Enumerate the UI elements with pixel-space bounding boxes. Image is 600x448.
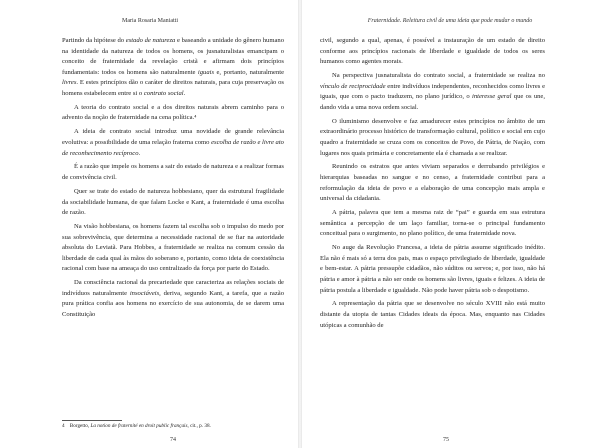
right-body-text [320, 36, 545, 335]
paragraph [62, 127, 284, 159]
italic-phrase: insociáveis [129, 289, 160, 297]
text-run: . E estes princípios dão o caráter de direitos naturais, para cuja preservação os homens estabelecem entre si o [62, 79, 284, 97]
text-run: entre indivíduos independentes, reconhecidos como livres e iguais, que com o pacto traduzem, no plano jurídico, o [320, 82, 546, 101]
italic-phrase: escolha de razão e livre ato de reconhecimento recíproco [62, 138, 284, 157]
footnote-rule [62, 420, 122, 421]
text-run: Na perspectiva jusnaturalista do contrato social, a fraternidade se realiza no [332, 72, 545, 80]
paragraph [62, 222, 284, 275]
footnote [62, 423, 284, 430]
italic-phrase: estado de natureza [125, 37, 176, 44]
footnote-title: La notion de fraternité en droit public français [90, 423, 188, 429]
page-number-left: 74 [170, 437, 176, 443]
text-run: Reunindo os estratos que antes viviam separados e derrubando privilégios e hierarquias baseadas no sangue e no censo, a fraternidade contribui para a reformulação da ideia de povo e a elaboração de uma concepção mais ampla e universal da cidadania. [320, 163, 545, 203]
italic-phrase: livres [62, 79, 77, 87]
running-head-author: Maria Rosaria Maniatti [122, 18, 178, 24]
text-run: A teoria do contrato social e a dos direitos naturais abrem caminho para o advento da noção de fraternidade na cena política.⁴ [62, 103, 284, 122]
text-run: A pátria, palavra que tem a mesma raiz de “pai” e guarda em sua estrutura semântica a percepção de um laço familiar, torna-se o principal fundamento conceitual para o surgimento, no plano político, de uma fraternidade nova. [320, 209, 545, 238]
text-run: . [138, 149, 141, 157]
footnote-citation: , cit., p. 38. [187, 423, 211, 429]
page-number-right: 75 [443, 437, 449, 443]
text-run: Na visão hobbesiana, os homens fazem tal escolha sob o impulso do medo por sua sobrevivência, que determina a necessidade racional de se fiar na autoridade absoluta do Leviatã. Para Hobbes, a fraternidade se realiza na comum cessão da liberdade de cada qual às mãos do soberano e, portanto, como ideia de coexistência racional com base na ameaça do uso centralizado da força por parte do Estado. [62, 222, 284, 273]
text-run: que os une, dando vida a uma nova ordem social. [320, 93, 546, 111]
text-run: Partindo da hipótese do [62, 37, 126, 44]
left-body-text [62, 36, 284, 324]
running-head-title: Fraternidade. Releitura civil de uma ideia que pode mudar o mundo [367, 18, 533, 24]
paragraph [320, 36, 545, 68]
paragraph [320, 162, 545, 204]
paragraph [62, 103, 284, 124]
italic-phrase: iguais [197, 68, 215, 76]
italic-phrase: vínculo de reciprocidade [320, 82, 386, 90]
paragraph [320, 117, 545, 159]
footnote-number: 4 [62, 423, 65, 429]
text-run: , deriva, segundo Kant, a tarefa, que a razão pura prática confia aos homens no exercício de sua autonomia, de se darem uma Constituição [62, 289, 284, 319]
text-run: e, portanto, naturalmente [214, 68, 285, 76]
text-run: Quer se trate do estado de natureza hobbesiano, quer da estrutural fragilidade da sociabilidade humana, de que falam Locke e Kant, a fraternidade é uma escolha de razão. [62, 187, 284, 217]
text-run: Da consciência racional da precariedade que caracteriza as relações sociais de indivíduos naturalmente [62, 279, 284, 297]
paragraph [62, 187, 284, 219]
paragraph [62, 162, 284, 183]
text-run: No auge da Revolução Francesa, a ideia de pátria assume significado inédito. Ela não é mais só a terra dos pais, mas o espaço privilegiado de liberdade, igualdade e bem-estar. A pátria pressupõe cidadãos, não súditos ou servos; e, por isso, não há pátria e amor à pátria a não ser onde os homens são livres, iguais e felizes. A ideia de pátria postula a liberdade e igualdade. Não pode haver pátria sob o despotismo. [320, 244, 545, 294]
text-run: A ideia de contrato social introduz uma novidade de grande relevância evolutiva: a possibilidade de uma relação fraterna como [62, 128, 284, 146]
paragraph [62, 278, 284, 320]
paragraph [320, 208, 545, 240]
paragraph [320, 71, 545, 113]
text-run: . [183, 89, 186, 97]
paragraph [62, 36, 284, 100]
text-run: O iluminismo desenvolve e faz amadurecer estes princípios no âmbito de um extraordinário processo histórico de transformação cultural, político e social em cujo quadro a fraternidade se cruza com os conceitos de Povo, de Pátria, de Nação, com lugares nos quais primária e concretamente ela é chamada a se realizar. [320, 117, 545, 157]
italic-phrase: contrato social [143, 89, 184, 97]
text-run: É a razão que impele os homens a sair do estado de natureza e a realizar formas de convivência civil. [62, 163, 284, 182]
text-run: civil, segundo a qual, apenas, é possível a instauração de um estado de direito conforme aos princípios racionais de liberdade e igualdade de todos os seres humanos como agentes morais. [320, 37, 545, 66]
text-run: e baseando a unidade do gênero humano na identidade da natureza de todos os homens, os jusnaturalistas emancipam o conceito de fraternidade da revelação cristã e afirmam dois princípios fundamentais: todos os homens são naturalmente [62, 37, 284, 76]
italic-phrase: interesse geral [472, 93, 512, 101]
footnote-author: Borgetto, [69, 423, 90, 429]
paragraph [320, 299, 545, 331]
paragraph [320, 243, 545, 296]
right-page [300, 0, 600, 448]
text-run: A representação da pátria que se desenvolve no século XVIII não está muito distante da utopia de tantas Cidades ideais da época. Mas, enquanto nas Cidades utópicas a comunhão de [320, 300, 545, 329]
